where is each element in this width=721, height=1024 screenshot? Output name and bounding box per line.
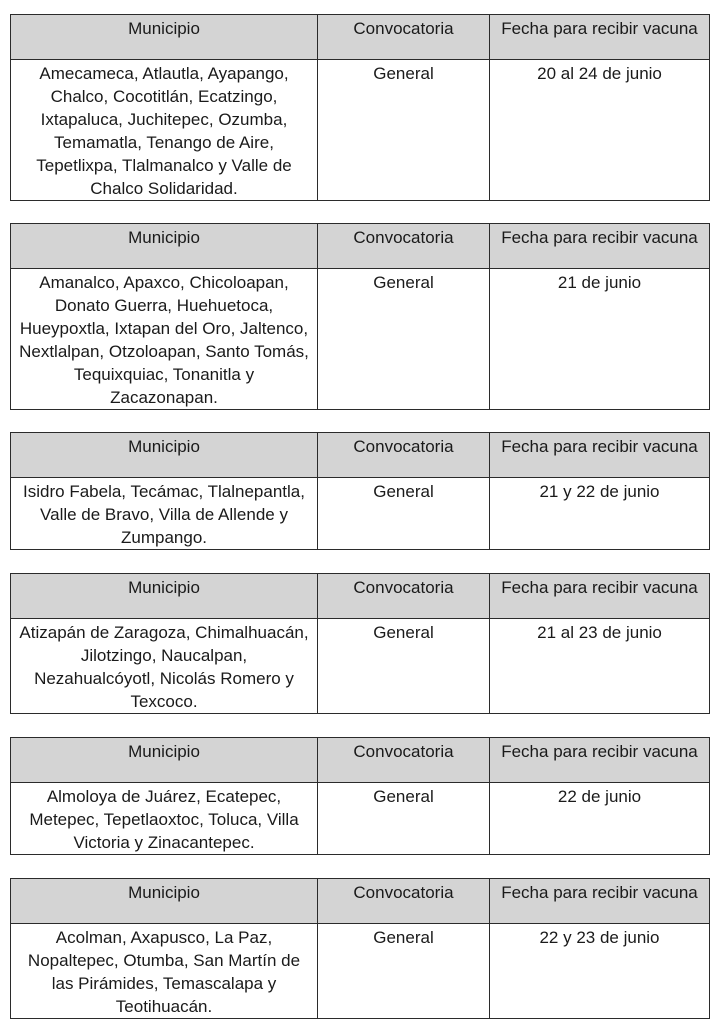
convocatoria-cell: General xyxy=(318,60,490,201)
convocatoria-cell: General xyxy=(318,924,490,1019)
table-row xyxy=(11,783,710,855)
header-row xyxy=(11,224,710,269)
fecha-cell: 21 y 22 de junio xyxy=(490,478,710,550)
header-row xyxy=(11,433,710,478)
municipio-header: Municipio xyxy=(11,224,318,269)
table-row xyxy=(11,60,710,201)
table-row xyxy=(11,269,710,410)
convocatoria-header: Convocatoria xyxy=(318,224,490,269)
fecha-cell: 21 de junio xyxy=(490,269,710,410)
table-row xyxy=(11,619,710,714)
convocatoria-header: Convocatoria xyxy=(318,15,490,60)
vaccine-schedule-table-5 xyxy=(10,737,710,855)
municipio-header: Municipio xyxy=(11,433,318,478)
municipios-cell: Amanalco, Apaxco, Chicoloapan, Donato Guerra, Huehuetoca, Hueypoxtla, Ixtapan del Oro, Jaltenco, Nextlalpan, Otzoloapan, Santo Tomás, Tequixquiac, Tonanitla y Zacazonapan. xyxy=(11,269,318,410)
convocatoria-header: Convocatoria xyxy=(318,879,490,924)
municipio-header: Municipio xyxy=(11,879,318,924)
vaccine-schedule-table-6 xyxy=(10,878,710,1019)
convocatoria-header: Convocatoria xyxy=(318,574,490,619)
fecha-header: Fecha para recibir vacuna xyxy=(490,574,710,619)
fecha-cell: 20 al 24 de junio xyxy=(490,60,710,201)
convocatoria-header: Convocatoria xyxy=(318,738,490,783)
header-row xyxy=(11,879,710,924)
vaccine-schedule-table-1 xyxy=(10,14,710,201)
vaccine-schedule-table-4 xyxy=(10,573,710,714)
table-row xyxy=(11,924,710,1019)
fecha-header: Fecha para recibir vacuna xyxy=(490,15,710,60)
convocatoria-header: Convocatoria xyxy=(318,433,490,478)
fecha-header: Fecha para recibir vacuna xyxy=(490,879,710,924)
fecha-header: Fecha para recibir vacuna xyxy=(490,738,710,783)
municipios-cell: Atizapán de Zaragoza, Chimalhuacán, Jilotzingo, Naucalpan, Nezahualcóyotl, Nicolás Romero y Texcoco. xyxy=(11,619,318,714)
municipios-cell: Acolman, Axapusco, La Paz, Nopaltepec, Otumba, San Martín de las Pirámides, Temascalapa y Teotihuacán. xyxy=(11,924,318,1019)
table-row xyxy=(11,478,710,550)
header-row xyxy=(11,15,710,60)
header-row xyxy=(11,738,710,783)
municipio-header: Municipio xyxy=(11,738,318,783)
municipios-cell: Almoloya de Juárez, Ecatepec, Metepec, Tepetlaoxtoc, Toluca, Villa Victoria y Zinacantepec. xyxy=(11,783,318,855)
municipios-cell: Amecameca, Atlautla, Ayapango, Chalco, Cocotitlán, Ecatzingo, Ixtapaluca, Juchitepec, Ozumba, Temamatla, Tenango de Aire, Tepetlixpa, Tlalmanalco y Valle de Chalco Solidaridad. xyxy=(11,60,318,201)
municipio-header: Municipio xyxy=(11,15,318,60)
convocatoria-cell: General xyxy=(318,783,490,855)
convocatoria-cell: General xyxy=(318,478,490,550)
fecha-header: Fecha para recibir vacuna xyxy=(490,433,710,478)
fecha-cell: 21 al 23 de junio xyxy=(490,619,710,714)
fecha-cell: 22 de junio xyxy=(490,783,710,855)
convocatoria-cell: General xyxy=(318,619,490,714)
convocatoria-cell: General xyxy=(318,269,490,410)
header-row xyxy=(11,574,710,619)
fecha-header: Fecha para recibir vacuna xyxy=(490,224,710,269)
municipios-cell: Isidro Fabela, Tecámac, Tlalnepantla, Valle de Bravo, Villa de Allende y Zumpango. xyxy=(11,478,318,550)
vaccine-schedule-table-2 xyxy=(10,223,710,410)
municipio-header: Municipio xyxy=(11,574,318,619)
vaccine-schedule-table-3 xyxy=(10,432,710,550)
fecha-cell: 22 y 23 de junio xyxy=(490,924,710,1019)
